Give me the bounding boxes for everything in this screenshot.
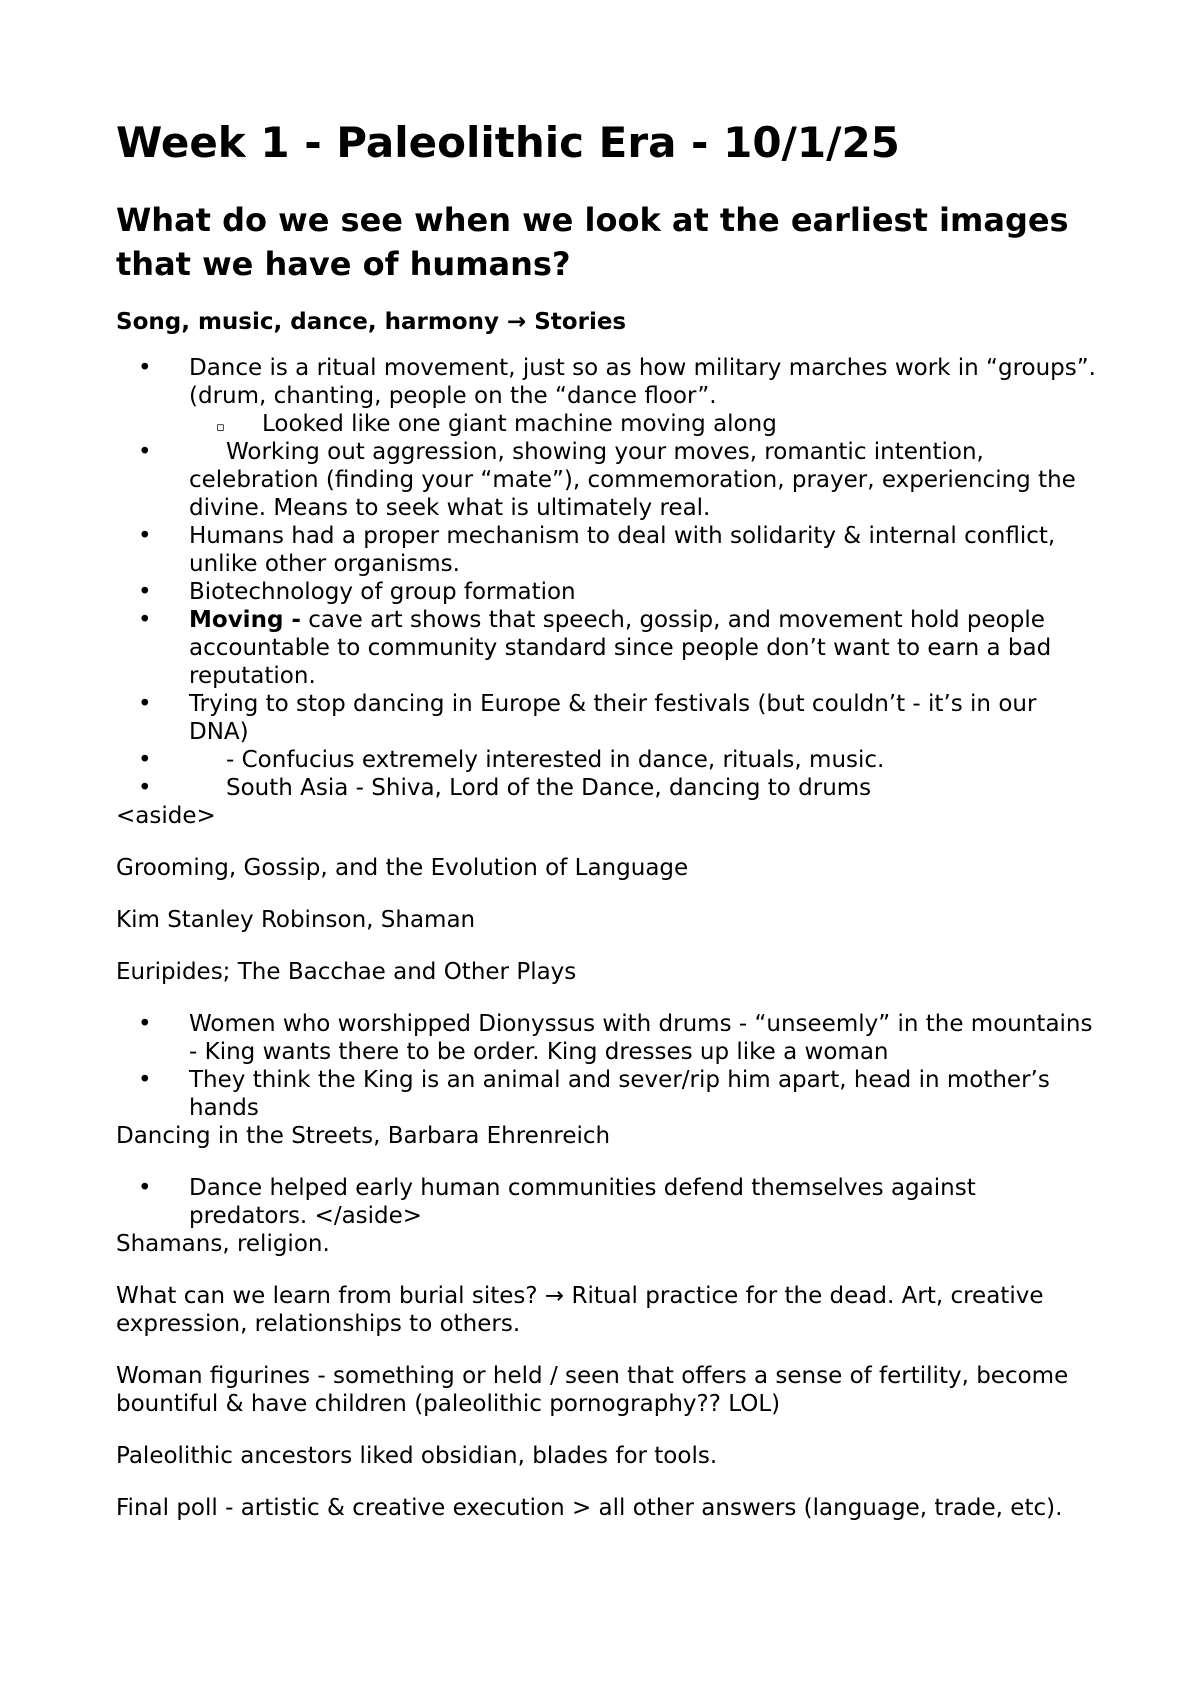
list-item: • Dance is a ritual movement, just so as how military marches work in “groups”. (drum, chanting, people on the “dance floor”. (138, 355, 1096, 409)
bullet-icon: • (138, 523, 152, 549)
subheading: Song, music, dance, harmony → Stories (116, 309, 627, 335)
bullet-icon: • (138, 579, 152, 605)
list-item: • Dance helped early human communities defend themselves against predators. </aside> (138, 1175, 976, 1229)
book-reference: Kim Stanley Robinson, Shaman (116, 907, 476, 933)
list-item: • They think the King is an animal and sever/rip him apart, head in mother’s hands (138, 1067, 1050, 1121)
aside-open-tag: <aside> (116, 803, 216, 829)
sub-bullet-icon: ▫ (216, 420, 225, 435)
bullet-icon: • (138, 747, 152, 773)
document-page (116, 118, 1096, 1546)
paragraph: Final poll - artistic & creative execution > all other answers (language, trade, etc). (116, 1495, 1063, 1521)
sub-list-container (116, 410, 1096, 438)
list-item: • South Asia - Shiva, Lord of the Dance, dancing to drums (138, 775, 872, 801)
list-item: • Moving - cave art shows that speech, gossip, and movement hold people accountable to community standard since people don’t want to earn a bad reputation. (138, 607, 1052, 689)
bullet-icon: • (138, 1175, 152, 1201)
paragraph: Shamans, religion. (116, 1231, 330, 1257)
list-item: • Biotechnology of group formation (138, 579, 576, 605)
bullet-icon: • (138, 355, 152, 381)
book-reference: Grooming, Gossip, and the Evolution of Language (116, 855, 689, 881)
book-reference: Dancing in the Streets, Barbara Ehrenreich (116, 1123, 611, 1149)
bullet-list-dance (116, 354, 1096, 802)
list-item: • Trying to stop dancing in Europe & their festivals (but couldn’t - it’s in our DNA) (138, 691, 1037, 745)
bullet-list-ehrenreich (116, 1174, 1096, 1230)
bullet-icon: • (138, 607, 152, 633)
bullet-icon: • (138, 691, 152, 717)
bullet-icon: • (138, 775, 152, 801)
sub-bullet-list (116, 410, 1096, 438)
paragraph: Paleolithic ancestors liked obsidian, blades for tools. (116, 1443, 718, 1469)
bullet-icon: • (138, 439, 152, 465)
moving-label: Moving - (189, 607, 301, 633)
paragraph: What can we learn from burial sites? → Ritual practice for the dead. Art, creative expression, relationships to others. (116, 1283, 1044, 1337)
list-item: • Humans had a proper mechanism to deal with solidarity & internal conflict, unlike other organisms. (138, 523, 1056, 577)
question-heading: What do we see when we look at the earliest images that we have of humans? (116, 201, 1069, 283)
paragraph: Woman figurines - something or held / seen that offers a sense of fertility, become bountiful & have children (paleolithic pornography?? LOL) (116, 1363, 1069, 1417)
list-item: ▫ Looked like one giant machine moving along (116, 410, 1096, 438)
page-title: Week 1 - Paleolithic Era - 10/1/25 (116, 118, 900, 167)
bullet-list-bacchae (116, 1010, 1096, 1122)
list-item: • - Confucius extremely interested in dance, rituals, music. (138, 747, 885, 773)
bullet-icon: • (138, 1067, 152, 1093)
list-item: • Working out aggression, showing your moves, romantic intention, celebration (finding your “mate”), commemoration, prayer, experiencing the divine. Means to seek what is ultimately real. (138, 439, 1076, 521)
book-reference: Euripides; The Bacchae and Other Plays (116, 959, 577, 985)
bullet-icon: • (138, 1011, 152, 1037)
list-item: • Women who worshipped Dionyssus with drums - “unseemly” in the mountains - King wants there to be order. King dresses up like a woman (138, 1011, 1093, 1065)
